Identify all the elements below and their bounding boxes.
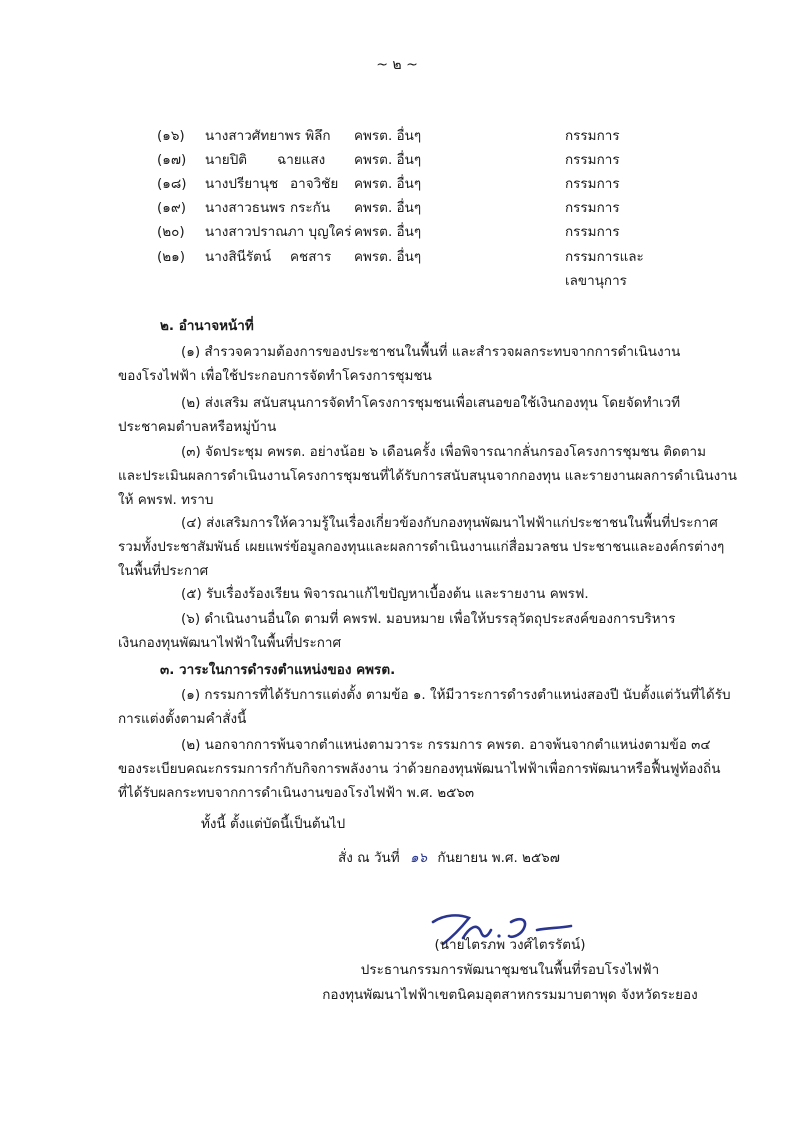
member-name: นางสาวปราณภา บุญใคร่ [205, 224, 352, 240]
member-role: กรรมการ [565, 128, 620, 144]
section-2-item [118, 582, 718, 606]
text-line: ประชาคมตำบลหรือหมู่บ้าน [118, 419, 277, 435]
text-line: (๑) กรรมการที่ได้รับการแต่งตั้ง ตามข้อ ๑. ให้มีวาระการดำรงตำแหน่งสองปี นับตั้งแต่วันที่ได้รับ [181, 687, 731, 703]
signer-name: (นายไตรภพ วงศ์ไตรรัตน์) [434, 937, 586, 953]
member-name: นางปรียานุช [205, 176, 279, 192]
text-line: ในพื้นที่ประกาศ [118, 563, 209, 579]
section-3-item [118, 683, 731, 731]
section-2-item [118, 440, 737, 512]
member-org: คพรต. อื่นๆ [354, 224, 422, 240]
member-role: กรรมการ [565, 200, 620, 216]
member-surname: คชสาร [290, 249, 332, 265]
section-2-item [118, 511, 725, 583]
member-surname: ฉายแสง [277, 152, 326, 168]
signer-position: ประธานกรรมการพัฒนาชุมชนในพื้นที่รอบโรงไฟฟ้า [360, 962, 660, 978]
member-name: นายปิติ [205, 152, 248, 168]
section-2-item [118, 391, 718, 439]
section-2-item [118, 340, 718, 388]
text-line: ที่ได้รับผลกระทบจากการดำเนินงานของโรงไฟฟ้า พ.ศ. ๒๕๖๓ [118, 785, 475, 801]
text-line: ของระเบียบคณะกรรมการกำกับกิจการพลังงาน ว่าด้วยกองทุนพัฒนาไฟฟ้าเพื่อการพัฒนาหรือฟื้นฟูท้องถิ่น [118, 761, 721, 777]
member-surname: กระกัน [290, 200, 331, 216]
text-line: (๒) ส่งเสริม สนับสนุนการจัดทำโครงการชุมชนเพื่อเสนอขอใช้เงินกองทุน โดยจัดทำเวที [181, 395, 681, 411]
member-row [0, 124, 794, 146]
member-org: คพรต. อื่นๆ [354, 249, 422, 265]
text-line: (๖) ดำเนินงานอื่นใด ตามที่ คพรฟ. มอบหมาย เพื่อให้บรรลุวัตถุประสงค์ของการบริหาร [181, 611, 676, 627]
member-number: (๑๙) [157, 200, 186, 216]
text-line: รวมทั้งประชาสัมพันธ์ เผยแพร่ข้อมูลกองทุนและผลการดำเนินงานแก่สื่อมวลชน ประชาชนและองค์กรต่างๆ [118, 539, 725, 555]
member-role: กรรมการ [565, 152, 620, 168]
signer-organization: กองทุนพัฒนาไฟฟ้าเขตนิคมอุตสาหกรรมมาบตาพุด จังหวัดระยอง [322, 987, 698, 1003]
member-org: คพรต. อื่นๆ [354, 128, 422, 144]
text-line: และประเมินผลการดำเนินงานโครงการชุมชนที่ได้รับการสนับสนุนจากกองทุน และรายงานผลการดำเนินงาน [118, 468, 737, 484]
text-line: การแต่งตั้งตามคำสั่งนี้ [118, 711, 247, 727]
effective-statement: ทั้งนี้ ตั้งแต่บัดนี้เป็นต้นไป [201, 816, 346, 832]
text-line: (๕) รับเรื่องร้องเรียน พิจารณาแก้ไขปัญหาเบื้องต้น และรายงาน คพรฟ. [181, 586, 589, 602]
page-number: ~ ๒ ~ [376, 57, 418, 73]
member-name: นางสาวศัทยาพร พิลึก [205, 128, 331, 144]
member-row [0, 196, 794, 218]
order-date-day: ๑๖ [409, 850, 428, 866]
text-line: (๓) จัดประชุม คพรต. อย่างน้อย ๖ เดือนครั้ง เพื่อพิจารณากลั่นกรองโครงการชุมชน ติดตาม [181, 444, 706, 460]
member-number: (๑๘) [157, 176, 187, 192]
member-org: คพรต. อื่นๆ [354, 152, 422, 168]
member-role: กรรมการและ [565, 249, 644, 265]
member-surname: อาจวิชัย [290, 176, 339, 192]
member-role: กรรมการ [565, 176, 620, 192]
member-number: (๑๖) [157, 128, 185, 144]
text-line: (๒) นอกจากการพ้นจากตำแหน่งตามวาระ กรรมการ คพรต. อาจพ้นจากตำแหน่งตามข้อ ๓๔ [181, 737, 711, 753]
section-2-item [118, 607, 718, 655]
member-number: (๑๗) [157, 152, 187, 168]
text-line: ของโรงไฟฟ้า เพื่อใช้ประกอบการจัดทำโครงการชุมชน [118, 368, 432, 384]
section-2-heading: ๒. อำนาจหน้าที่ [160, 318, 254, 334]
member-role-cont: เลขานุการ [565, 273, 627, 289]
order-date [338, 852, 560, 866]
text-line: เงินกองทุนพัฒนาไฟฟ้าในพื้นที่ประกาศ [118, 635, 342, 651]
member-role: กรรมการ [565, 224, 620, 240]
order-date-prefix: สั่ง ณ วันที่ [338, 850, 400, 866]
text-line: (๔) ส่งเสริมการให้ความรู้ในเรื่องเกี่ยวข้องกับกองทุนพัฒนาไฟฟ้าแก่ประชาชนในพื้นที่ประกาศ [181, 515, 718, 531]
member-org: คพรต. อื่นๆ [354, 176, 422, 192]
member-number: (๒๐) [157, 224, 185, 240]
member-org: คพรต. อื่นๆ [354, 200, 422, 216]
member-row [0, 220, 794, 242]
member-number: (๒๑) [157, 249, 186, 265]
text-line: ให้ คพรฟ. ทราบ [118, 492, 214, 508]
section-3-heading: ๓. วาระในการดำรงตำแหน่งของ คพรต. [160, 662, 396, 678]
order-date-suffix: กันยายน พ.ศ. ๒๕๖๗ [437, 850, 560, 866]
section-3-item [118, 733, 721, 805]
member-row [0, 148, 794, 170]
text-line: (๑) สำรวจความต้องการของประชาชนในพื้นที่ และสำรวจผลกระทบจากการดำเนินงาน [181, 344, 681, 360]
member-name: นางสาวธนพร [205, 200, 286, 216]
member-row [0, 172, 794, 194]
member-row [0, 245, 794, 291]
member-name: นางสินีรัตน์ [205, 249, 272, 265]
